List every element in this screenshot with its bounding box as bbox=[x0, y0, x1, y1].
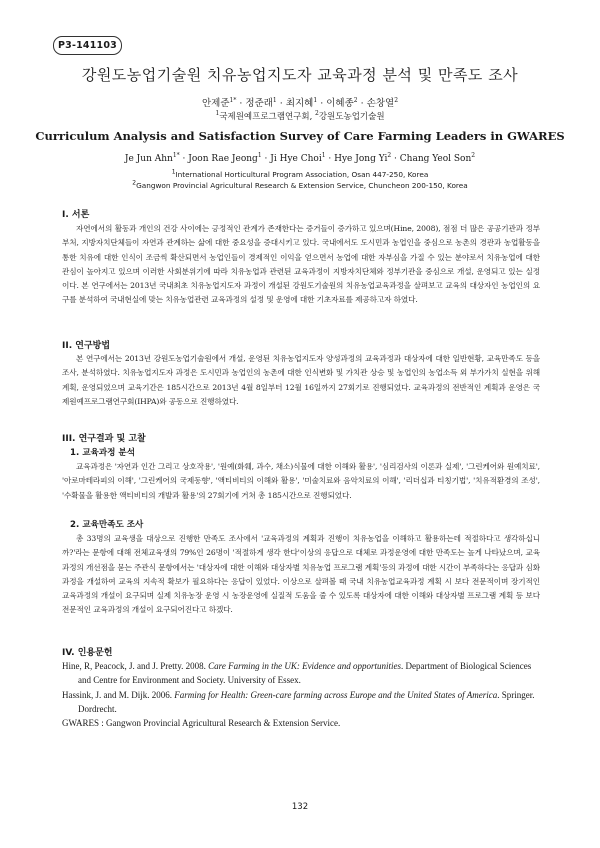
reference-item: Hine, R, Peacock, J. and J. Pretty. 2008. Care Farming in the UK: Evidence and opportunities. Department of Biological Sciences and Centre for Environment and Society. University of Essex. bbox=[62, 661, 532, 686]
english-authors: Je Jun Ahn$^{1*}$ · Joon Rae Jeong$^1$ · Ji Hye Choi$^1$ · Hye Jong $Yi^2$ · Chang Yeol Son$^2$ bbox=[124, 152, 476, 164]
page-number: 132 bbox=[291, 802, 309, 812]
english-affiliation-1: $^1$International Horticultural Program Association, Osan 447-250, Korea bbox=[171, 168, 429, 179]
english-affiliation-2: $^2$Gangwon Provincial Agricultural Research & Extension Service, Chuncheon 200-150, Korea bbox=[132, 179, 468, 190]
paper-id-badge: P3-141103 bbox=[53, 36, 122, 55]
method-paragraph: 본 연구에서는 2013년 강원도농업기술원에서 개설, 운영된 치유농업지도자 양성과정의 교육과정과 대상자에 대한 일반현황, 교육만족도 등을 조사, 분석하였다. 치유농업지도자 과정은 도시민과 농업인의 농촌에 대한 인식변화 및 가치관 상승 및 농업인의 농업소득 외 부가가치 실현을 위해 계획, 운영되었으며 교육기간은 185시간으로 2013년 4월 8일부터 12월 16일까지 27회기로 진행되었다. 교육과정의 전반적인 계획과 운영은 국제원예프로그램연구회(IHPA)와 공동으로 진행하였다. bbox=[62, 354, 540, 406]
intro-paragraph: 자연에서의 활동과 개인의 건강 사이에는 긍정적인 관계가 존재한다는 증거들이 증가하고 있으며(Hine, 2008), 점점 더 많은 공공기관과 정부부처, 지방자치단체들이 자연과 관계하는 삶에 대한 중요성을 증대시키고 있다. 국내에서도 도시민과 농업인을 중심으로 농촌의 경관과 농업활동을 통한 치유에 대한 인식이 조금씩 확산되면서 농업인들이 경제적인 이익을 얻으면서 농업에 대한 자부심을 가질 수 있는 분야로서 치유농업에 대한 관심이 높아지고 있으며 이러한 사회분위기에 따라 치유농업과 관련된 교육과정이 지방자치단체와 정부기관을 중심으로 개설, 운영되고 있는 실정이다. 본 연구에서는 2013년 국내최초 치유농업지도자 과정이 개설된 강원도기술원의 치유농업교육과정을 살펴보고 교육의 대상자인 농업인의 요구를 분석하여 국내현실에 맞는 치유농업관련 교육과정의 설정 및 운영에 대한 기초자료를 제공하고자 하였다. bbox=[62, 224, 540, 305]
reference-item: Hassink, J. and M. Dijk. 2006. Farming for Health: Green-care farming across Europe and the United States of America. Springer. Dordrecht. bbox=[62, 689, 535, 714]
intro-heading: I. 서론 bbox=[62, 210, 90, 220]
method-heading: II. 연구방법 bbox=[62, 341, 111, 351]
satisfaction-survey-paragraph: 총 33명의 교육생을 대상으로 진행한 만족도 조사에서 '교육과정의 계획과 진행이 치유농업을 이해하고 활용하는데 적절하다고 생각하십니까?'라는 문항에 대해 전체교육생의 79%인 26명이 '적절하게 생각 한다'이상의 응답으로 대체로 과정운영에 대한 만족도는 높게 나타났으며, 교육과정의 개선점을 묻는 주관식 문항에서는 '대상자에 대한 이해와 대상자별 치유농업 프로그램 계획'등의 과정에 대한 시간이 부족하다는 응답과 심화과정을 개설하여 교육의 지속적 확보가 필요하다는 응답이 있었다. 이상으로 살펴볼 때 국내 치유농업교육과정 계획 시 보다 전문적이며 장기적인 교육과정의 개설이 요구되며 실제 치유농장 운영 시 농장운영에 실질적 도움을 줄 수 있도록 대상자에 대한 이해와 대상자별 프로그램 계획 등 보다 전문적인 교육과정의 개설이 요구되어진다고 하겠다. bbox=[62, 534, 540, 615]
curriculum-analysis-heading: 1. 교육과정 분석 bbox=[70, 448, 136, 458]
english-title: Curriculum Analysis and Satisfaction Survey of Care Farming Leaders in GWARES bbox=[35, 129, 565, 143]
korean-authors: 안제준$^{1*}$ · 정준래$^1$ · 최지혜$^1$ · 이혜종$^2$ · 손창열$^2$ bbox=[201, 96, 399, 109]
reference-item: GWARES : Gangwon Provincial Agricultural Research & Extension Service. bbox=[62, 718, 341, 729]
korean-affiliations: $^1$국제원예프로그램연구회, $^2$강원도농업기술원 bbox=[215, 110, 385, 122]
curriculum-analysis-paragraph: 교육과정은 '자연과 인간 그리고 상호작용', '원예(화훼, 과수, 채소)식물에 대한 이해와 활용', '심리검사의 이론과 실제', '그린케어와 원예치료', '아로마테라피의 이해', '그린케어의 국제동향', '액티비티의 이해와 활용', '미술치료와 음악치료의 이해', '리더십과 티칭기법', '치유적환경의 조성', '수확물을 활용한 액티비티의 개발과 활용'의 27회기에 거쳐 총 185시간으로 진행되었다. bbox=[62, 462, 540, 500]
references-heading: IV. 인용문헌 bbox=[62, 648, 113, 658]
satisfaction-survey-heading: 2. 교육만족도 조사 bbox=[70, 520, 144, 530]
results-heading: III. 연구결과 및 고찰 bbox=[62, 434, 146, 444]
references-list bbox=[62, 659, 540, 730]
korean-title: 강원도농업기술원 치유농업지도자 교육과정 분석 및 만족도 조사 bbox=[81, 66, 519, 84]
